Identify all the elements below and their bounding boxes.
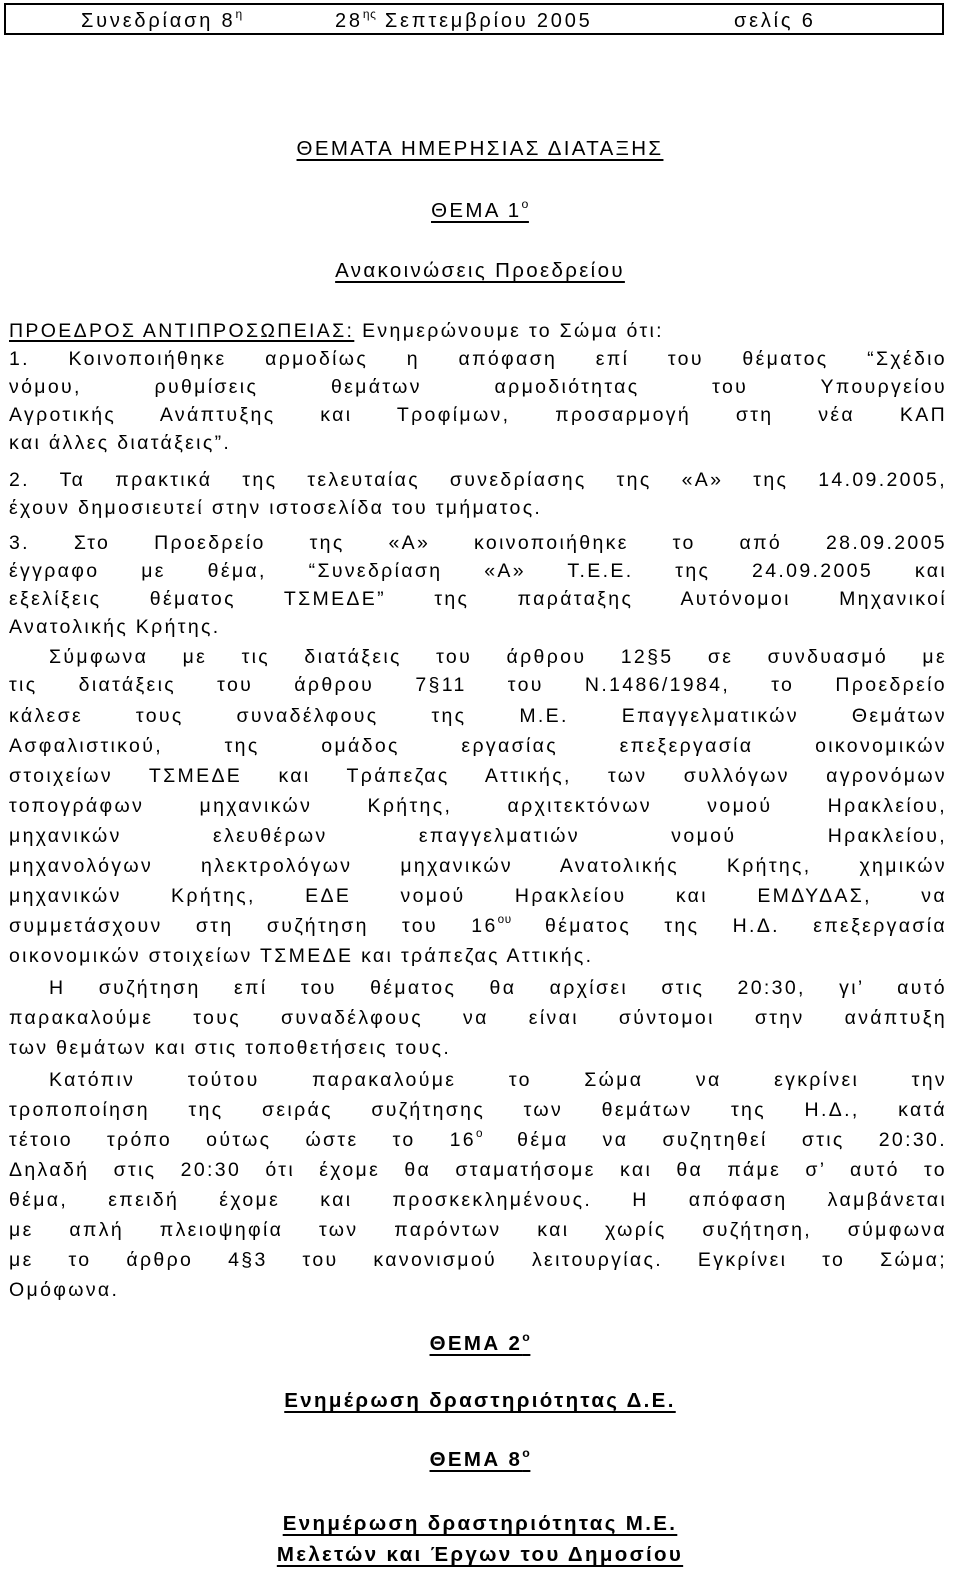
body-line: έγγραφο με θέμα, “Συνεδρίαση «Α» Τ.Ε.Ε. της 24.09.2005 και bbox=[9, 560, 947, 582]
topic-1-heading: ΘΕΜΑ $1^o$ bbox=[431, 196, 529, 222]
page-number: σελίς 6 bbox=[734, 10, 816, 32]
body-line: 3. Στο Προεδρείο της «Α» κοινοποιήθηκε το από 28.09.2005 bbox=[9, 532, 947, 554]
body-line: στοιχείων ΤΣΜΕΔΕ και Τράπεζας Αττικής, των συλλόγων αγρονόμων bbox=[9, 765, 947, 787]
topic-2-heading: ΘΕΜΑ $2^o$ bbox=[429, 1329, 531, 1355]
body-line: οικονομικών στοιχείων ΤΣΜΕΔΕ και τράπεζας Αττικής. bbox=[9, 945, 594, 967]
body-line: 2. Τα πρακτικά της τελευταίας συνεδρίασης της «Α» της 14.09.2005, bbox=[9, 469, 947, 491]
body-line: συμμετάσχουν στη συζήτηση του $16^{o\upsilon}$ θέματος της Η.Δ. επεξεργασία bbox=[9, 913, 947, 937]
body-line: Ασφαλιστικού, της ομάδος εργασίας επεξεργασία οικονομικών bbox=[9, 735, 947, 757]
body-line: κάλεσε τους συναδέλφους της Μ.Ε. Επαγγελματικών Θεμάτων bbox=[9, 705, 947, 727]
topic-8-subtitle-line-2: Μελετών και Έργων του Δημοσίου bbox=[276, 1543, 684, 1566]
body-line: νόμου, ρυθμίσεις θεμάτων αρμοδιότητας του Υπουργείου bbox=[9, 376, 947, 398]
body-line: Η συζήτηση επί του θέματος θα αρχίσει στις 20:30, γι’ αυτό bbox=[49, 977, 947, 999]
body-line: τις διατάξεις του άρθρου 7§11 του Ν.1486/1984, το Προεδρείο bbox=[9, 674, 947, 696]
session-number: Συνεδρίαση $8^\eta$ bbox=[81, 7, 243, 32]
body-line: με απλή πλειοψηφία των παρόντων και χωρίς συζήτηση, σύμφωνα bbox=[9, 1219, 947, 1241]
topic-1-subtitle: Ανακοινώσεις Προεδρείου bbox=[335, 259, 625, 282]
body-line: Σύμφωνα με τις διατάξεις του άρθρου 12§5 σε συνδυασμό με bbox=[49, 646, 947, 668]
body-line: μηχανικών Κρήτης, ΕΔΕ νομού Ηρακλείου και ΕΜΔΥΔΑΣ, να bbox=[9, 885, 947, 907]
session-date: $28^{\eta\varsigma}$ Σεπτεμβρίου 2005 bbox=[335, 7, 593, 32]
body-line: μηχανικών ελευθέρων επαγγελματιών νομού Ηρακλείου, bbox=[9, 825, 947, 847]
body-line: Ομόφωνα. bbox=[9, 1279, 120, 1301]
page-header bbox=[4, 3, 944, 35]
body-line: έχουν δημοσιευτεί στην ιστοσελίδα του τμήματος. bbox=[9, 497, 543, 519]
body-line: θέμα, επειδή έχομε και προσκεκλημένους. Η απόφαση λαμβάνεται bbox=[9, 1189, 947, 1211]
body-line: Ανατολικής Κρήτης. bbox=[9, 616, 221, 638]
topic-2-subtitle: Ενημέρωση δραστηριότητας Δ.Ε. bbox=[284, 1389, 676, 1412]
topic-8-subtitle-line-1: Ενημέρωση δραστηριότητας Μ.Ε. bbox=[282, 1512, 678, 1535]
body-line: των θεμάτων και στις τοποθετήσεις τους. bbox=[9, 1037, 452, 1059]
body-line: Δηλαδή στις 20:30 ότι έχομε θα σταματήσομε και θα πάμε σ’ αυτό το bbox=[9, 1159, 947, 1181]
body-line: με το άρθρο 4§3 του κανονισμού λειτουργίας. Εγκρίνει το Σώμα; bbox=[9, 1249, 947, 1271]
body-line: 1. Κοινοποιήθηκε αρμοδίως η απόφαση επί του θέματος “Σχέδιο bbox=[9, 348, 947, 370]
body-line: Αγροτικής Ανάπτυξης και Τροφίμων, προσαρμογή στη νέα ΚΑΠ bbox=[9, 404, 947, 426]
body-line: τέτοιο τρόπο ούτως ώστε το $16^o$ θέμα να συζητηθεί στις 20:30. bbox=[9, 1127, 947, 1151]
president-intro: ΠΡΟΕΔΡΟΣ ΑΝΤΙΠΡΟΣΩΠΕΙΑΣ: Ενημερώνουμε το Σώμα ότι: bbox=[9, 320, 664, 342]
agenda-title: ΘΕΜΑΤΑ ΗΜΕΡΗΣΙΑΣ ΔΙΑΤΑΞΗΣ bbox=[296, 137, 664, 160]
body-line: Κατόπιν τούτου παρακαλούμε το Σώμα να εγκρίνει την bbox=[49, 1069, 947, 1091]
topic-8-heading: ΘΕΜΑ $8^o$ bbox=[429, 1445, 531, 1471]
body-line: τροποποίηση της σειράς συζήτησης των θεμάτων της Η.Δ., κατά bbox=[9, 1099, 947, 1121]
body-line: παρακαλούμε τους συναδέλφους να είναι σύντομοι στην ανάπτυξη bbox=[9, 1007, 947, 1029]
body-line: και άλλες διατάξεις”. bbox=[9, 432, 232, 454]
body-line: τοπογράφων μηχανικών Κρήτης, αρχιτεκτόνων νομού Ηρακλείου, bbox=[9, 795, 947, 817]
body-line: μηχανολόγων ηλεκτρολόγων μηχανικών Ανατολικής Κρήτης, χημικών bbox=[9, 855, 947, 877]
president-label: ΠΡΟΕΔΡΟΣ ΑΝΤΙΠΡΟΣΩΠΕΙΑΣ: bbox=[9, 320, 355, 342]
body-line: εξελίξεις θέματος ΤΣΜΕΔΕ” της παράταξης Αυτόνομοι Μηχανικοί bbox=[9, 588, 947, 610]
